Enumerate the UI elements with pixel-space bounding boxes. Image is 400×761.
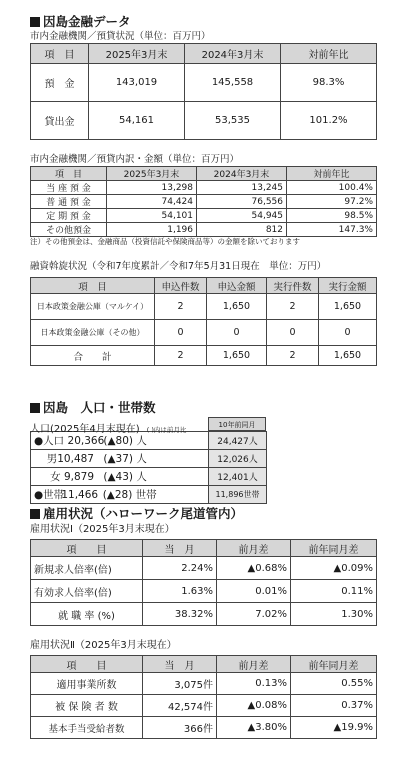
column-header: 前年同月差 <box>291 656 377 673</box>
ratio-value: 100.4% <box>287 181 377 195</box>
execution-count: 0 <box>267 320 319 346</box>
column-header: 前年同月差 <box>291 540 377 557</box>
value-2024: 13,245 <box>197 181 287 195</box>
value-2025: 54,101 <box>107 209 197 223</box>
application-count: 0 <box>155 320 207 346</box>
employment2-table <box>30 655 377 739</box>
execution-amount: 0 <box>319 320 377 346</box>
column-header: 項 目 <box>31 278 155 294</box>
current-value: 42,574件 <box>143 695 217 717</box>
current-value: 1.63% <box>143 580 217 603</box>
table-row <box>31 294 377 320</box>
current-value: 2.24% <box>143 557 217 580</box>
column-header: 実行金額 <box>319 278 377 294</box>
square-bullet-icon <box>30 403 40 413</box>
year-diff: ▲0.09% <box>291 557 377 580</box>
row-label: 就 職 率 (%) <box>31 603 143 626</box>
population-caption-row <box>30 417 376 435</box>
value-2025: 54,161 <box>89 102 185 140</box>
population-heading: 因島 人口・世帯数 <box>30 400 376 416</box>
application-amount: 1,650 <box>207 294 267 320</box>
row-label: 合 計 <box>31 346 155 366</box>
table-row <box>31 486 267 504</box>
table-row <box>31 468 267 486</box>
column-header: 項 目 <box>31 540 143 557</box>
population-cell <box>31 468 209 486</box>
population-section <box>30 400 376 504</box>
year-diff: 1.30% <box>291 603 377 626</box>
current-value: 38.32% <box>143 603 217 626</box>
ten-years-ago-header: 10年前同月 <box>208 417 266 431</box>
table-header-row <box>31 44 377 64</box>
execution-amount: 1,650 <box>319 294 377 320</box>
deposit-loan-caption: 市内金融機関／預貸状況（単位：百万円） <box>30 31 211 42</box>
table-row <box>31 603 377 626</box>
employment1-table <box>30 539 377 626</box>
month-diff: 0.01% <box>217 580 291 603</box>
current-value: 3,075件 <box>143 673 217 695</box>
financing-caption: 融資斡旋状況（令和7年度累計／令和7年5月31日現在 単位：万円） <box>30 261 327 272</box>
value-2024: 145,558 <box>185 64 281 102</box>
table-header-row <box>31 278 377 294</box>
square-bullet-icon <box>30 17 40 27</box>
month-diff: 0.13% <box>217 673 291 695</box>
table-row <box>31 320 377 346</box>
year-diff: 0.37% <box>291 695 377 717</box>
table-header-row <box>31 656 377 673</box>
column-header: 実行件数 <box>267 278 319 294</box>
table-row <box>31 64 377 102</box>
ten-years-ago-value: 12,401人 <box>209 468 267 486</box>
year-diff: ▲19.9% <box>291 717 377 739</box>
column-header: 対前年比 <box>287 167 377 181</box>
employment-heading: 雇用状況（ハローワーク尾道管内） <box>30 506 376 522</box>
row-label: 貸出金 <box>31 102 89 140</box>
population-cell <box>31 486 209 504</box>
table-row <box>31 102 377 140</box>
execution-count: 2 <box>267 294 319 320</box>
value-2025: 74,424 <box>107 195 197 209</box>
application-amount: 1,650 <box>207 346 267 366</box>
current-value: 366件 <box>143 717 217 739</box>
row-label: 基本手当受給者数 <box>31 717 143 739</box>
value-2025: 13,298 <box>107 181 197 195</box>
population-table <box>30 431 267 504</box>
column-header: 申込金額 <box>207 278 267 294</box>
unit: 人 <box>136 435 147 447</box>
column-header: 当 月 <box>143 540 217 557</box>
column-header: 前月差 <box>217 656 291 673</box>
table-row <box>31 209 377 223</box>
male-population-label-value: 男10,487 <box>46 453 94 465</box>
row-label: 預 金 <box>31 64 89 102</box>
row-label: その他預金 <box>31 223 107 237</box>
value-2024: 76,556 <box>197 195 287 209</box>
total-population-label-value: ●人口 20,366 <box>34 435 105 447</box>
value-2025: 143,019 <box>89 64 185 102</box>
employment-section <box>30 506 376 739</box>
column-header: 対前年比 <box>281 44 377 64</box>
deposit-note: 注）その他預金は、金融商品（投資信託や保険商品等）の金額を除いております <box>30 237 300 246</box>
application-amount: 0 <box>207 320 267 346</box>
table-row <box>31 223 377 237</box>
value-2024: 53,535 <box>185 102 281 140</box>
female-population-label-value: 女 9,879 <box>50 471 94 483</box>
row-label: 被 保 険 者 数 <box>31 695 143 717</box>
deposit-breakdown-caption: 市内金融機関／預貸内訳・金額（単位：百万円） <box>30 154 240 165</box>
application-count: 2 <box>155 346 207 366</box>
table-row <box>31 717 377 739</box>
execution-amount: 1,650 <box>319 346 377 366</box>
month-diff: ▲0.08% <box>217 695 291 717</box>
row-label: 定 期 預 金 <box>31 209 107 223</box>
table-row <box>31 673 377 695</box>
row-label: 普 通 預 金 <box>31 195 107 209</box>
table-row <box>31 450 267 468</box>
table-header-row <box>31 167 377 181</box>
ratio-value: 101.2% <box>281 102 377 140</box>
table-row <box>31 181 377 195</box>
population-caption: 人口(2025年4月末現在) <box>30 424 140 435</box>
column-header: 申込件数 <box>155 278 207 294</box>
square-bullet-icon <box>30 509 40 519</box>
application-count: 2 <box>155 294 207 320</box>
row-label: 日本政策金融公庫（その他） <box>31 320 155 346</box>
month-diff: ▲3.80% <box>217 717 291 739</box>
table-row <box>31 580 377 603</box>
ratio-value: 98.5% <box>287 209 377 223</box>
row-label: 有効求人倍率(倍) <box>31 580 143 603</box>
financing-table <box>30 277 377 366</box>
column-header: 2024年3月末 <box>197 167 287 181</box>
table-row <box>31 195 377 209</box>
row-label: 新規求人倍率(倍) <box>31 557 143 580</box>
unit: 世帯 <box>135 489 157 501</box>
column-header: 2024年3月末 <box>185 44 281 64</box>
ratio-value: 97.2% <box>287 195 377 209</box>
column-header: 2025年3月末 <box>107 167 197 181</box>
month-change: (▲43) <box>103 471 133 483</box>
bank-section <box>30 14 376 366</box>
unit: 人 <box>136 471 147 483</box>
employment1-caption: 雇用状況Ⅰ（2025年3月末現在） <box>30 524 175 535</box>
ten-years-ago-value: 12,026人 <box>209 450 267 468</box>
population-caption-note: ( )内は前月比 <box>146 426 187 434</box>
ten-years-ago-value: 24,427人 <box>209 432 267 450</box>
year-diff: 0.11% <box>291 580 377 603</box>
column-header: 当 月 <box>143 656 217 673</box>
month-change: (▲80) <box>103 435 133 447</box>
population-cell <box>31 450 209 468</box>
value-2025: 1,196 <box>107 223 197 237</box>
month-diff: 7.02% <box>217 603 291 626</box>
table-row <box>31 695 377 717</box>
row-label: 当 座 預 金 <box>31 181 107 195</box>
row-label: 適用事業所数 <box>31 673 143 695</box>
month-change: (▲37) <box>103 453 133 465</box>
column-header: 2025年3月末 <box>89 44 185 64</box>
employment2-caption: 雇用状況Ⅱ（2025年3月末現在） <box>30 640 177 651</box>
year-diff: 0.55% <box>291 673 377 695</box>
ratio-value: 98.3% <box>281 64 377 102</box>
table-header-row <box>31 540 377 557</box>
ratio-value: 147.3% <box>287 223 377 237</box>
column-header: 項 目 <box>31 656 143 673</box>
unit: 人 <box>136 453 147 465</box>
bank-heading: 因島金融データ <box>30 14 376 30</box>
ten-years-ago-value: 11,896世帯 <box>209 486 267 504</box>
column-header: 項 目 <box>31 167 107 181</box>
execution-count: 2 <box>267 346 319 366</box>
deposit-loan-table <box>30 43 377 140</box>
value-2024: 812 <box>197 223 287 237</box>
households-label: ●世帯 <box>34 489 65 501</box>
column-header: 項 目 <box>31 44 89 64</box>
column-header: 前月差 <box>217 540 291 557</box>
month-change: (▲28) <box>102 489 133 501</box>
deposit-breakdown-table <box>30 166 377 237</box>
table-row <box>31 346 377 366</box>
row-label: 日本政策金融公庫（マルケイ） <box>31 294 155 320</box>
households-value: 11,466 <box>61 489 99 501</box>
table-row <box>31 557 377 580</box>
month-diff: ▲0.68% <box>217 557 291 580</box>
value-2024: 54,945 <box>197 209 287 223</box>
